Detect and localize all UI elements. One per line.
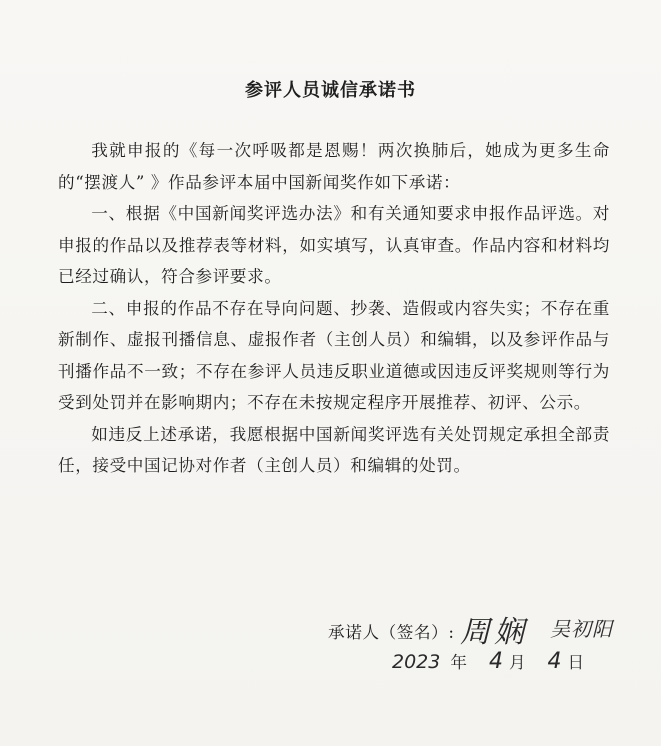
- signature-block: [328, 605, 648, 685]
- paragraph-commitment-1: 一、根据《中国新闻奖评选办法》和有关通知要求申报作品评选。对申报的作品以及推荐表等材料，如实填写，认真审查。作品内容和材料均已经过确认，符合参评要求。: [58, 204, 610, 286]
- handwritten-signature-1: 周娴: [460, 615, 528, 650]
- signature-label: 承诺人（签名）:: [328, 623, 455, 642]
- date-year-char: 年: [450, 653, 467, 672]
- date-month: 4: [488, 649, 503, 674]
- paragraph-commitment-2: 二、申报的作品不存在导向问题、抄袭、造假或内容失实；不存在重新制作、虚报刊播信息、虚报作者（主创人员）和编辑，以及参评作品与刊播作品不一致；不存在参评人员违反职业道德或因违反评奖规则等行为受到处罚并在影响期内；不存在未按规定程序开展推荐、初评、公示。: [58, 298, 610, 412]
- document-body: [58, 135, 610, 482]
- paragraph-intro: 我就申报的《每一次呼吸都是恩赐！两次换肺后，她成为更多生命的“摆渡人” 》作品参评本届中国新闻奖作如下承诺：: [58, 141, 610, 192]
- document-title: 参评人员诚信承诺书: [245, 80, 416, 101]
- paragraph-liability: 如违反上述承诺，我愿根据中国新闻奖评选有关处罚规定承担全部责任，接受中国记协对作者（主创人员）和编辑的处罚。: [58, 424, 610, 475]
- date-day-char: 日: [567, 653, 585, 672]
- date-year: 2023: [392, 651, 441, 673]
- date-month-char: 月: [508, 653, 526, 672]
- date-day: 4: [547, 649, 562, 674]
- handwritten-signature-2: 吴初阳: [550, 617, 613, 641]
- signature-date: [392, 649, 606, 674]
